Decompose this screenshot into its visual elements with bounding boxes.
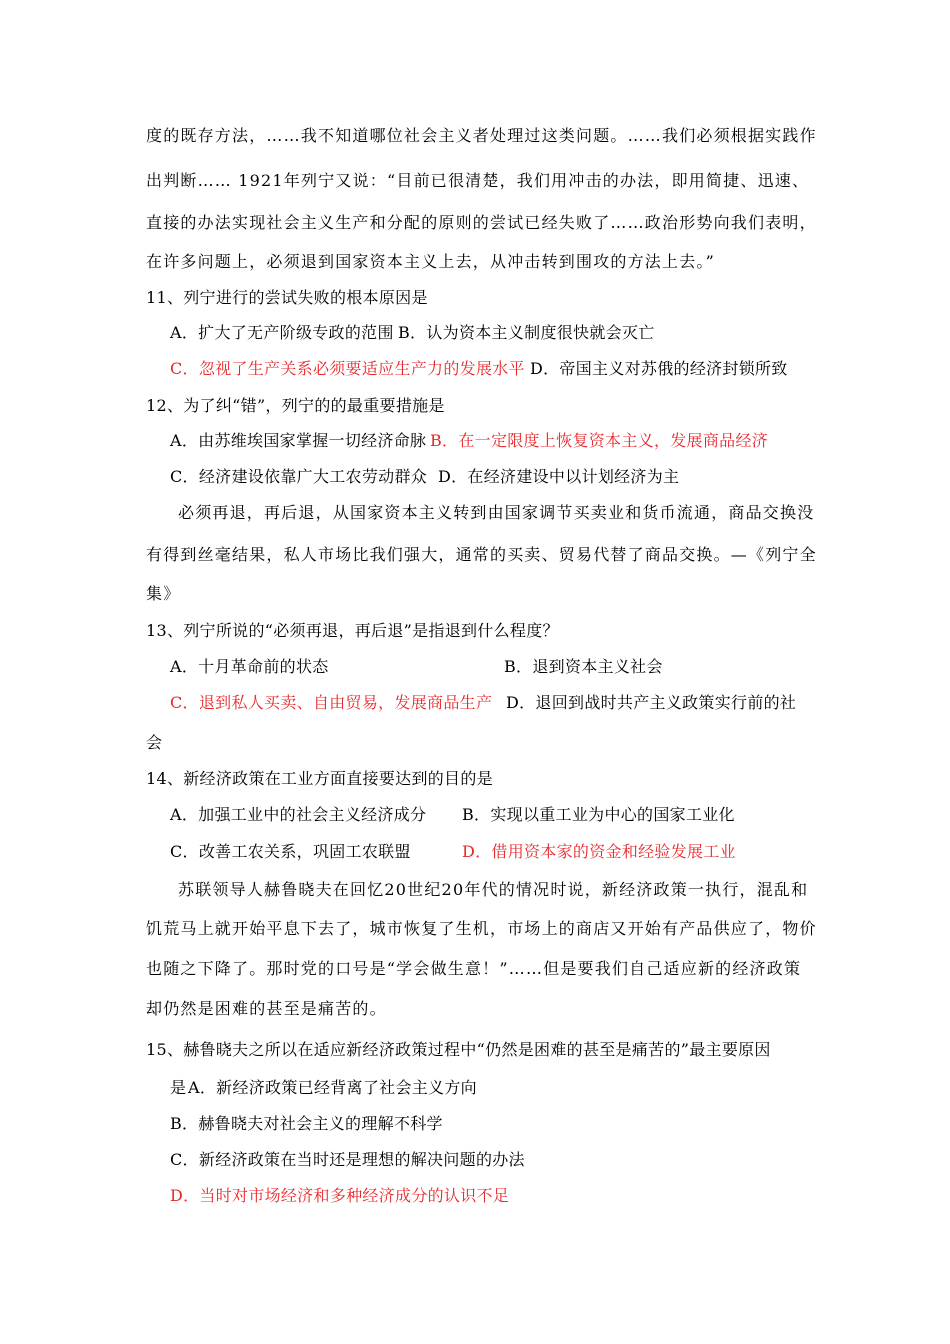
passage1-line: 直接的办法实现社会主义生产和分配的原则的尝试已经失败了……政治形势向我们表明，: [146, 213, 817, 232]
passage1-line: 在许多问题上，必须退到国家资本主义上去，从冲击转到围攻的方法上去。”: [146, 252, 715, 271]
passage2-line: 有得到丝毫结果，私人市场比我们强大，通常的买卖、贸易代替了商品交换。—《列宁全: [146, 545, 817, 564]
q13-option-d-continued: 会: [146, 733, 163, 752]
question-13-stem: 13、列宁所说的“必须再退，再后退”是指退到什么程度？: [146, 621, 559, 640]
q13-option-a: A．十月革命前的状态: [170, 657, 329, 676]
question-14-stem: 14、新经济政策在工业方面直接要达到的目的是: [146, 769, 493, 788]
q12-option-c: C．经济建设依靠广大工农劳动群众: [170, 467, 428, 486]
q14-option-c: C．改善工农关系，巩固工农联盟: [170, 842, 411, 861]
q14-option-b: B．实现以重工业为中心的国家工业化: [462, 805, 735, 824]
q15-stem-continued: 是: [170, 1078, 187, 1097]
q14-option-d-answer: D．借用资本家的资金和经验发展工业: [462, 842, 736, 861]
q15-option-a: A．新经济政策已经背离了社会主义方向: [188, 1078, 477, 1097]
passage3-line: 却仍然是困难的甚至是痛苦的。: [146, 999, 387, 1018]
passage3-line: 苏联领导人赫鲁晓夫在回忆20世纪20年代的情况时说，新经济政策一执行，混乱和: [178, 880, 809, 899]
passage3-line: 也随之下降了。那时党的口号是“学会做生意！”……但是要我们自己适应新的经济政策: [146, 959, 802, 978]
q13-option-d: D．退回到战时共产主义政策实行前的社: [506, 693, 797, 712]
q12-option-a: A．由苏维埃国家掌握一切经济命脉: [170, 431, 427, 450]
passage2-line: 必须再退，再后退，从国家资本主义转到由国家调节买卖业和货币流通，商品交换没: [178, 503, 815, 522]
q14-option-a: A．加强工业中的社会主义经济成分: [170, 805, 427, 824]
question-15-stem: 15、赫鲁晓夫之所以在适应新经济政策过程中“仍然是困难的甚至是痛苦的”最主要原因: [146, 1040, 771, 1059]
passage1-line: 出判断…… 1921年列宁又说：“目前已很清楚，我们用冲击的办法，即用简捷、迅速、: [146, 171, 810, 190]
q15-option-b: B．赫鲁晓夫对社会主义的理解不科学: [170, 1114, 443, 1133]
question-11-stem: 11、列宁进行的尝试失败的根本原因是: [146, 288, 428, 307]
question-12-stem: 12、为了纠“错”，列宁的的最重要措施是: [146, 396, 445, 415]
q12-option-b-answer: B．在一定限度上恢复资本主义，发展商品经济: [430, 431, 769, 450]
q15-option-d-answer: D．当时对市场经济和多种经济成分的认识不足: [170, 1186, 510, 1205]
q13-option-c-answer: C．退到私人买卖、自由贸易，发展商品生产: [170, 693, 493, 712]
q11-option-c-answer: C．忽视了生产关系必须要适应生产力的发展水平: [170, 359, 525, 378]
q11-option-a: A．扩大了无产阶级专政的范围: [170, 323, 394, 342]
q11-option-b: B．认为资本主义制度很快就会灭亡: [398, 323, 655, 342]
q11-option-d: D．帝国主义对苏俄的经济封锁所致: [530, 359, 788, 378]
passage3-line: 饥荒马上就开始平息下去了，城市恢复了生机，市场上的商店又开始有产品供应了，物价: [146, 919, 817, 938]
passage2-line: 集》: [146, 584, 181, 603]
passage1-line: 度的既存方法，……我不知道哪位社会主义者处理过这类问题。……我们必须根据实践作: [146, 126, 817, 145]
q13-option-b: B．退到资本主义社会: [504, 657, 663, 676]
q15-option-c: C．新经济政策在当时还是理想的解决问题的办法: [170, 1150, 525, 1169]
q12-option-d: D．在经济建设中以计划经济为主: [438, 467, 680, 486]
